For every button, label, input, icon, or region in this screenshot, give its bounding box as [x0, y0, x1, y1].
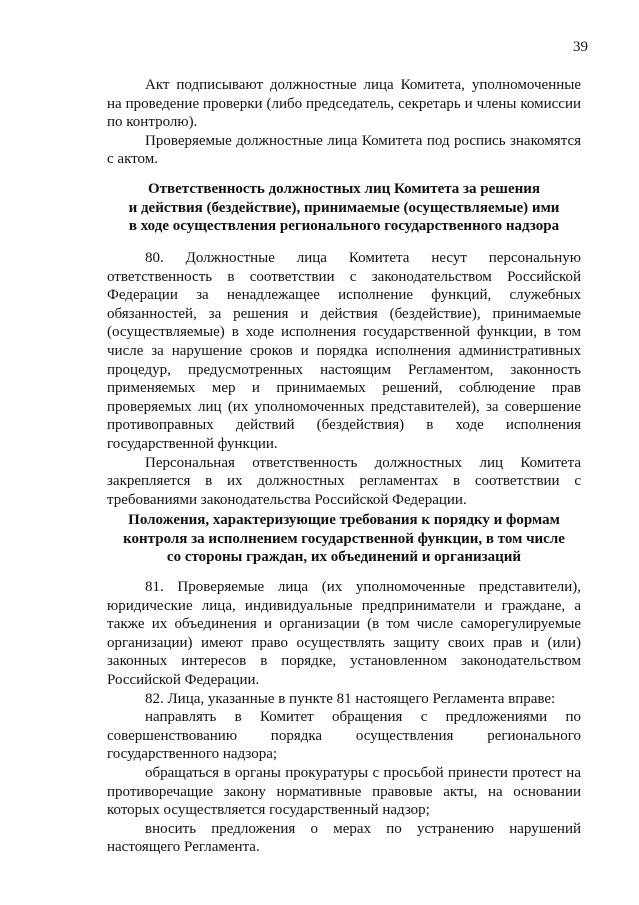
section2-body [107, 578, 581, 857]
intro-paragraph: Проверяемые должностные лица Комитета под роспись знакомятся с актом. [107, 132, 581, 168]
paragraph-80: 80. Должностные лица Комитета несут персональную ответственность в соответствии с законодательством Российской Федерации за ненадлежащее исполнение функций, служебных обязанностей, за решения и действия (бездействие), принимаемые (осуществляемые) в ходе исполнения государственной функции, в том числе за нарушение сроков и порядка исполнения административных процедур, предусмотренных настоящим Регламентом, законность применяемых мер и принимаемых решений, соблюдение прав проверяемых лиц (их уполномоченных представителей), за совершение противоправных действий (бездействия) в ходе исполнения государственной функции. [107, 250, 581, 452]
paragraph-82: 82. Лица, указанные в пункте 81 настоящего Регламента вправе: [145, 690, 556, 707]
intro-block [107, 76, 581, 169]
section1-body [107, 249, 581, 509]
paragraph-81: 81. Проверяемые лица (их уполномоченные представители), юридические лица, индивидуальные предприниматели и граждане, а также их объединения и организации (в том числе саморегулируемые организации) имеют право осуществлять защиту своих прав и (или) законных интересов в порядке, установленном законодательством Российской Федерации. [107, 579, 581, 688]
heading-line: и действия (бездействие), принимаемые (осуществляемые) ими [128, 199, 560, 216]
paragraph-personal-responsibility: Персональная ответственность должностных лиц Комитета закрепляется в их должностных регламентах в соответствии с требованиями законодательства Российской Федерации. [107, 454, 581, 508]
paragraph-82-item: обращаться в органы прокуратуры с просьбой принести протест на противоречащие закону нормативные правовые акты, на основании которых осуществляется государственный надзор; [107, 764, 581, 819]
heading-line: Ответственность должностных лиц Комитета за решения [147, 181, 541, 197]
heading-line: в ходе осуществления регионального государственного надзора [128, 218, 560, 235]
section-heading-responsibility [107, 180, 581, 236]
paragraph-82-item: вносить предложения о мерах по устранению нарушений настоящего Регламента. [107, 820, 581, 856]
intro-paragraph: Акт подписывают должностные лица Комитета, уполномоченные на проведение проверки (либо председатель, секретарь и члены комиссии по контролю). [107, 77, 581, 131]
heading-line: контроля за исполнением государственной функции, в том числе [123, 530, 565, 547]
section-heading-control-provisions [107, 511, 581, 567]
page-number: 39 [573, 39, 588, 55]
heading-line: Положения, характеризующие требования к порядку и формам [128, 512, 560, 528]
paragraph-82-item: направлять в Комитет обращения с предложениями по совершенствованию порядка осуществления регионального государственного надзора; [107, 709, 581, 763]
heading-line: со стороны граждан, их объединений и организаций [166, 549, 522, 566]
